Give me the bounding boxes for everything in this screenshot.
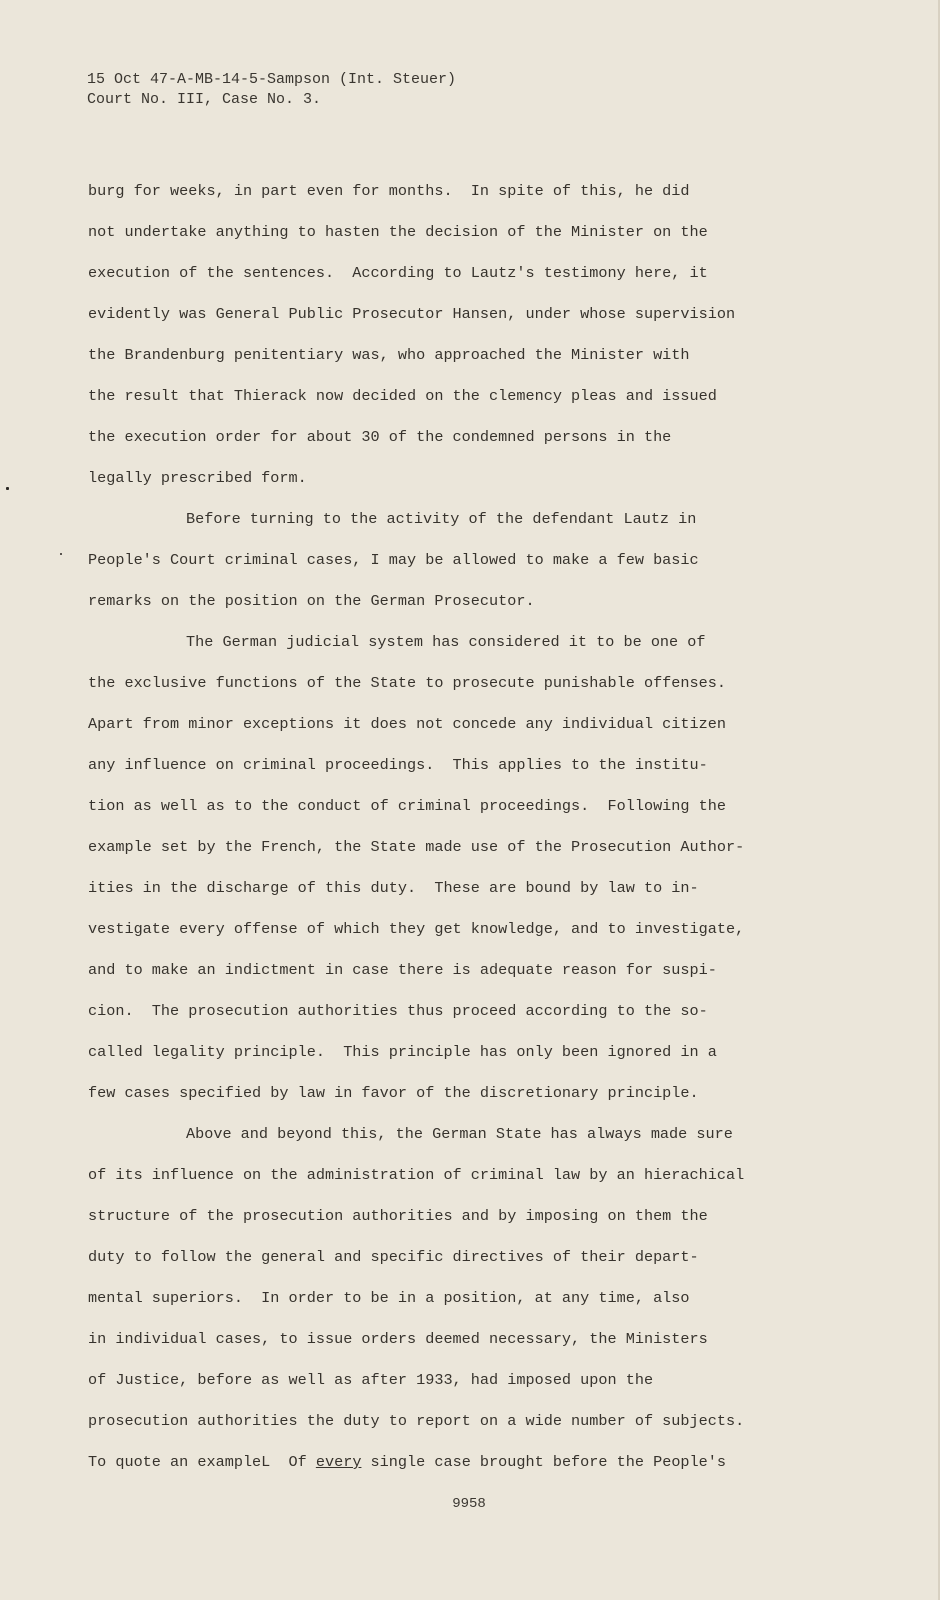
paragraph-start-line: The German judicial system has considered it to be one of (186, 633, 706, 651)
text-line: mental superiors. In order to be in a position, at any time, also (88, 1289, 690, 1307)
text-line: execution of the sentences. According to Lautz's testimony here, it (88, 264, 708, 282)
text-line: any influence on criminal proceedings. This applies to the institu- (88, 756, 708, 774)
text-line: legally prescribed form. (88, 469, 307, 487)
text-line: vestigate every offense of which they get knowledge, and to investigate, (88, 920, 745, 938)
page-number: 9958 (452, 1496, 486, 1512)
text-line: evidently was General Public Prosecutor Hansen, under whose supervision (88, 305, 736, 323)
text-line: called legality principle. This principle has only been ignored in a (88, 1043, 717, 1061)
text-line: in individual cases, to issue orders deemed necessary, the Ministers (88, 1330, 708, 1348)
underlined-word: every (315, 1453, 362, 1471)
text-line: structure of the prosecution authorities and by imposing on them the (88, 1207, 708, 1225)
text-line: of its influence on the administration of criminal law by an hierachical (88, 1166, 745, 1184)
last-line-end: single case brought before the People's (361, 1453, 726, 1471)
paragraph-start-line: Before turning to the activity of the defendant Lautz in (186, 510, 697, 528)
last-line-start: To quote an exampleL Of (88, 1453, 316, 1471)
text-line: prosecution authorities the duty to report on a wide number of subjects. (88, 1412, 745, 1430)
scan-speck (6, 487, 9, 490)
text-line: People's Court criminal cases, I may be allowed to make a few basic (88, 551, 699, 569)
header-line-1: 15 Oct 47-A-MB-14-5-Sampson (Int. Steuer) (87, 71, 457, 88)
text-line: of Justice, before as well as after 1933, had imposed upon the (88, 1371, 654, 1389)
text-line: tion as well as to the conduct of criminal proceedings. Following the (88, 797, 726, 815)
header-line-2: Court No. III, Case No. 3. (87, 91, 322, 108)
body-text (88, 171, 828, 1483)
text-line: the exclusive functions of the State to prosecute punishable offenses. (88, 674, 726, 692)
text-line: and to make an indictment in case there is adequate reason for suspi- (88, 961, 717, 979)
paragraph-start-line: Above and beyond this, the German State has always made sure (186, 1125, 733, 1143)
document-header (87, 70, 456, 110)
text-line: the Brandenburg penitentiary was, who approached the Minister with (88, 346, 690, 364)
text-line: example set by the French, the State made use of the Prosecution Author- (88, 838, 745, 856)
text-line: the result that Thierack now decided on the clemency pleas and issued (88, 387, 717, 405)
text-line: few cases specified by law in favor of the discretionary principle. (88, 1084, 699, 1102)
text-line: burg for weeks, in part even for months. In spite of this, he did (88, 182, 690, 200)
text-line: duty to follow the general and specific directives of their depart- (88, 1248, 699, 1266)
last-text-line (88, 1442, 828, 1483)
text-line: ities in the discharge of this duty. These are bound by law to in- (88, 879, 699, 897)
scan-speck (60, 553, 62, 555)
text-line: cion. The prosecution authorities thus proceed according to the so- (88, 1002, 708, 1020)
text-line: remarks on the position on the German Prosecutor. (88, 592, 535, 610)
text-line: not undertake anything to hasten the decision of the Minister on the (88, 223, 708, 241)
text-line: the execution order for about 30 of the condemned persons in the (88, 428, 672, 446)
text-line: Apart from minor exceptions it does not concede any individual citizen (88, 715, 726, 733)
scan-border (940, 0, 946, 1600)
